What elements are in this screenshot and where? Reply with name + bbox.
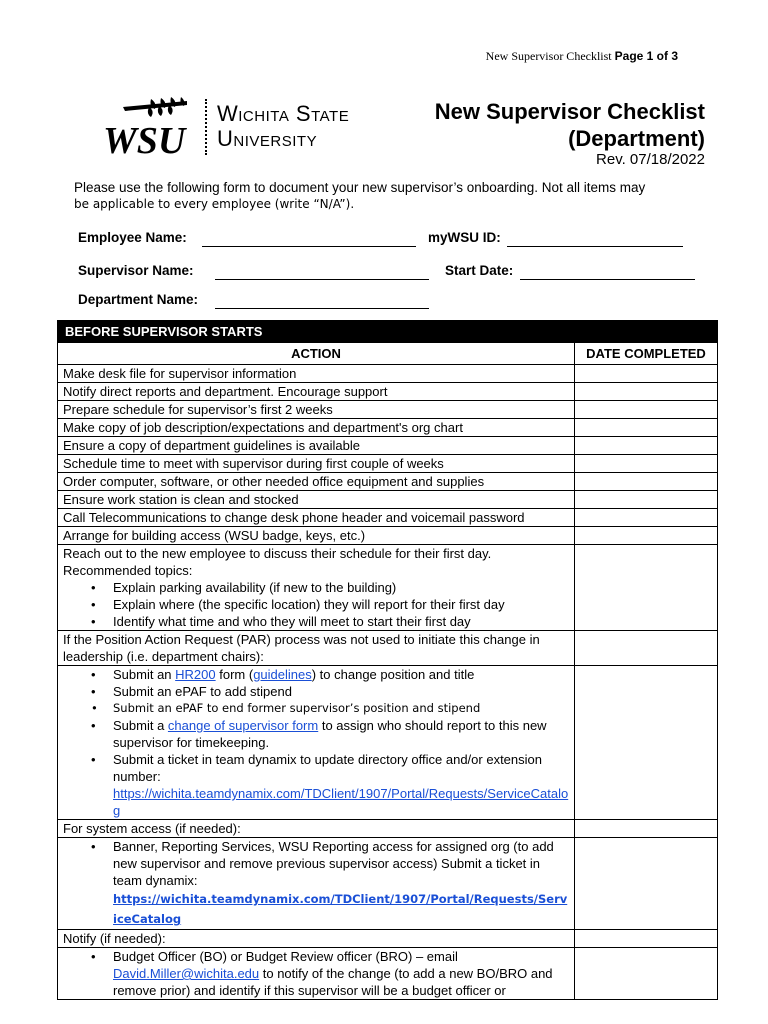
system-access-list bbox=[63, 838, 569, 929]
action-column-header: ACTION bbox=[58, 343, 575, 365]
reach-out-text: Reach out to the new employee to discuss their schedule for their first day. Recommended topics: bbox=[63, 546, 492, 578]
list-item bbox=[113, 751, 569, 819]
list-item-text: to notify of the change (to add a new BO/BRO and remove prior) and identify if this supervisor will be a budget officer or bbox=[113, 966, 553, 998]
revision-date: Rev. 07/18/2022 bbox=[596, 151, 705, 168]
list-item-text: ) to change position and title bbox=[311, 667, 475, 682]
page-header-title: New Supervisor Checklist bbox=[485, 49, 612, 63]
table-row bbox=[58, 419, 718, 437]
intro-line2: be applicable to every employee (write “N/A”). bbox=[74, 197, 355, 211]
list-item-text: to assign who should report to this new supervisor for timekeeping. bbox=[113, 718, 547, 750]
date-cell[interactable] bbox=[575, 820, 718, 838]
action-cell: Make desk file for supervisor information bbox=[58, 365, 575, 383]
table-row bbox=[58, 509, 718, 527]
date-cell[interactable] bbox=[575, 365, 718, 383]
university-name bbox=[217, 101, 349, 151]
department-name-field[interactable] bbox=[215, 308, 429, 309]
hr200-link[interactable]: HR200 bbox=[175, 667, 216, 682]
document-title bbox=[435, 98, 705, 152]
table-row bbox=[58, 365, 718, 383]
start-date-label: Start Date: bbox=[445, 263, 514, 278]
mywsu-id-label: myWSU ID: bbox=[428, 230, 501, 245]
action-cell: If the Position Action Request (PAR) process was not used to initiate this change in leadership (i.e. department chairs): bbox=[58, 631, 575, 666]
change-of-supervisor-form-link[interactable]: change of supervisor form bbox=[167, 718, 319, 733]
intro-line1: Please use the following form to document your new supervisor’s onboarding. Not all items may bbox=[74, 180, 646, 195]
table-row bbox=[58, 383, 718, 401]
employee-name-label: Employee Name: bbox=[78, 230, 187, 245]
date-cell[interactable] bbox=[575, 930, 718, 948]
action-cell: Ensure a copy of department guidelines is available bbox=[58, 437, 575, 455]
date-completed-column-header: DATE COMPLETED bbox=[575, 343, 718, 365]
list-item-text: Submit a ticket in team dynamix to update directory office and/or extension number: bbox=[113, 752, 542, 784]
date-cell[interactable] bbox=[575, 838, 718, 930]
title-line1: New Supervisor Checklist bbox=[434, 99, 705, 124]
table-row bbox=[58, 545, 718, 631]
list-item-text: Budget Officer (BO) or Budget Review officer (BRO) – email bbox=[113, 949, 458, 964]
guidelines-link[interactable]: guidelines bbox=[253, 667, 312, 682]
date-cell[interactable] bbox=[575, 419, 718, 437]
supervisor-name-label: Supervisor Name: bbox=[78, 263, 194, 278]
list-item-text: Submit an bbox=[113, 667, 176, 682]
action-cell: Call Telecommunications to change desk phone header and voicemail password bbox=[58, 509, 575, 527]
logo-divider bbox=[205, 99, 207, 155]
service-catalog-link[interactable]: https://wichita.teamdynamix.com/TDClient/1907/Portal/Requests/ServiceCatalog bbox=[113, 892, 568, 926]
action-cell: Ensure work station is clean and stocked bbox=[58, 491, 575, 509]
action-cell: Prepare schedule for supervisor’s first 2 weeks bbox=[58, 401, 575, 419]
date-cell[interactable] bbox=[575, 401, 718, 419]
table-row bbox=[58, 437, 718, 455]
list-item: • Explain parking availability (if new to the building) bbox=[113, 579, 569, 596]
date-cell[interactable] bbox=[575, 509, 718, 527]
date-cell[interactable] bbox=[575, 383, 718, 401]
checklist-table bbox=[57, 320, 718, 1000]
table-row bbox=[58, 455, 718, 473]
department-name-label: Department Name: bbox=[78, 292, 199, 307]
date-cell[interactable] bbox=[575, 631, 718, 666]
employee-name-field[interactable] bbox=[202, 246, 416, 247]
par-steps-list bbox=[63, 666, 569, 819]
list-item: • Explain where (the specific location) they will report for their first day bbox=[113, 596, 569, 613]
supervisor-name-field[interactable] bbox=[215, 279, 429, 280]
university-name-line2: University bbox=[217, 126, 318, 151]
table-row bbox=[58, 820, 718, 838]
svg-text:WSU: WSU bbox=[103, 120, 186, 159]
recommended-topics-list bbox=[63, 579, 569, 630]
date-cell[interactable] bbox=[575, 491, 718, 509]
list-item bbox=[113, 948, 569, 999]
page-header bbox=[486, 49, 678, 64]
action-cell bbox=[58, 838, 575, 930]
table-row bbox=[58, 838, 718, 930]
table-row bbox=[58, 491, 718, 509]
email-link[interactable]: David.Miller@wichita.edu bbox=[113, 966, 260, 981]
action-cell: Schedule time to meet with supervisor during first couple of weeks bbox=[58, 455, 575, 473]
action-cell bbox=[58, 948, 575, 1000]
date-cell[interactable] bbox=[575, 545, 718, 631]
list-item bbox=[113, 838, 569, 929]
university-name-line1: Wichita State bbox=[217, 101, 350, 126]
list-item bbox=[113, 717, 569, 751]
list-item-text: Banner, Reporting Services, WSU Reporting access for assigned org (to add new supervisor and remove previous supervisor access) Submit a ticket in team dynamix: bbox=[113, 839, 554, 888]
list-item-text: form ( bbox=[215, 667, 254, 682]
action-cell: For system access (if needed): bbox=[58, 820, 575, 838]
list-item: • Submit an ePAF to end former supervisor’s position and stipend bbox=[113, 700, 569, 717]
section-header-row bbox=[58, 321, 718, 343]
table-row bbox=[58, 631, 718, 666]
date-cell[interactable] bbox=[575, 948, 718, 1000]
table-row bbox=[58, 527, 718, 545]
action-cell: Notify (if needed): bbox=[58, 930, 575, 948]
wsu-shocker-icon bbox=[103, 97, 193, 159]
intro-text bbox=[74, 179, 694, 213]
list-item: • Submit an ePAF to add stipend bbox=[113, 683, 569, 700]
action-cell: Order computer, software, or other needed office equipment and supplies bbox=[58, 473, 575, 491]
table-row bbox=[58, 666, 718, 820]
service-catalog-link[interactable]: https://wichita.teamdynamix.com/TDClient/1907/Portal/Requests/ServiceCatalog bbox=[113, 786, 569, 818]
date-cell[interactable] bbox=[575, 473, 718, 491]
table-row bbox=[58, 401, 718, 419]
date-cell[interactable] bbox=[575, 527, 718, 545]
action-cell: Notify direct reports and department. Encourage support bbox=[58, 383, 575, 401]
list-item: • Identify what time and who they will meet to start their first day bbox=[113, 613, 569, 630]
action-cell: Arrange for building access (WSU badge, keys, etc.) bbox=[58, 527, 575, 545]
column-header-row bbox=[58, 343, 718, 365]
list-item-text: Submit a bbox=[113, 718, 168, 733]
notify-list bbox=[63, 948, 569, 999]
action-cell bbox=[58, 545, 575, 631]
mywsu-id-field[interactable] bbox=[507, 246, 683, 247]
table-row bbox=[58, 948, 718, 1000]
title-line2: (Department) bbox=[568, 126, 705, 151]
page-number: Page 1 of 3 bbox=[614, 49, 678, 63]
date-cell[interactable] bbox=[575, 437, 718, 455]
action-cell bbox=[58, 666, 575, 820]
section-title: BEFORE SUPERVISOR STARTS bbox=[58, 321, 718, 343]
table-row bbox=[58, 473, 718, 491]
date-cell[interactable] bbox=[575, 666, 718, 820]
table-row bbox=[58, 930, 718, 948]
date-cell[interactable] bbox=[575, 455, 718, 473]
action-cell: Make copy of job description/expectations and department's org chart bbox=[58, 419, 575, 437]
wsu-logo bbox=[103, 97, 378, 159]
list-item bbox=[113, 666, 569, 683]
start-date-field[interactable] bbox=[520, 279, 695, 280]
